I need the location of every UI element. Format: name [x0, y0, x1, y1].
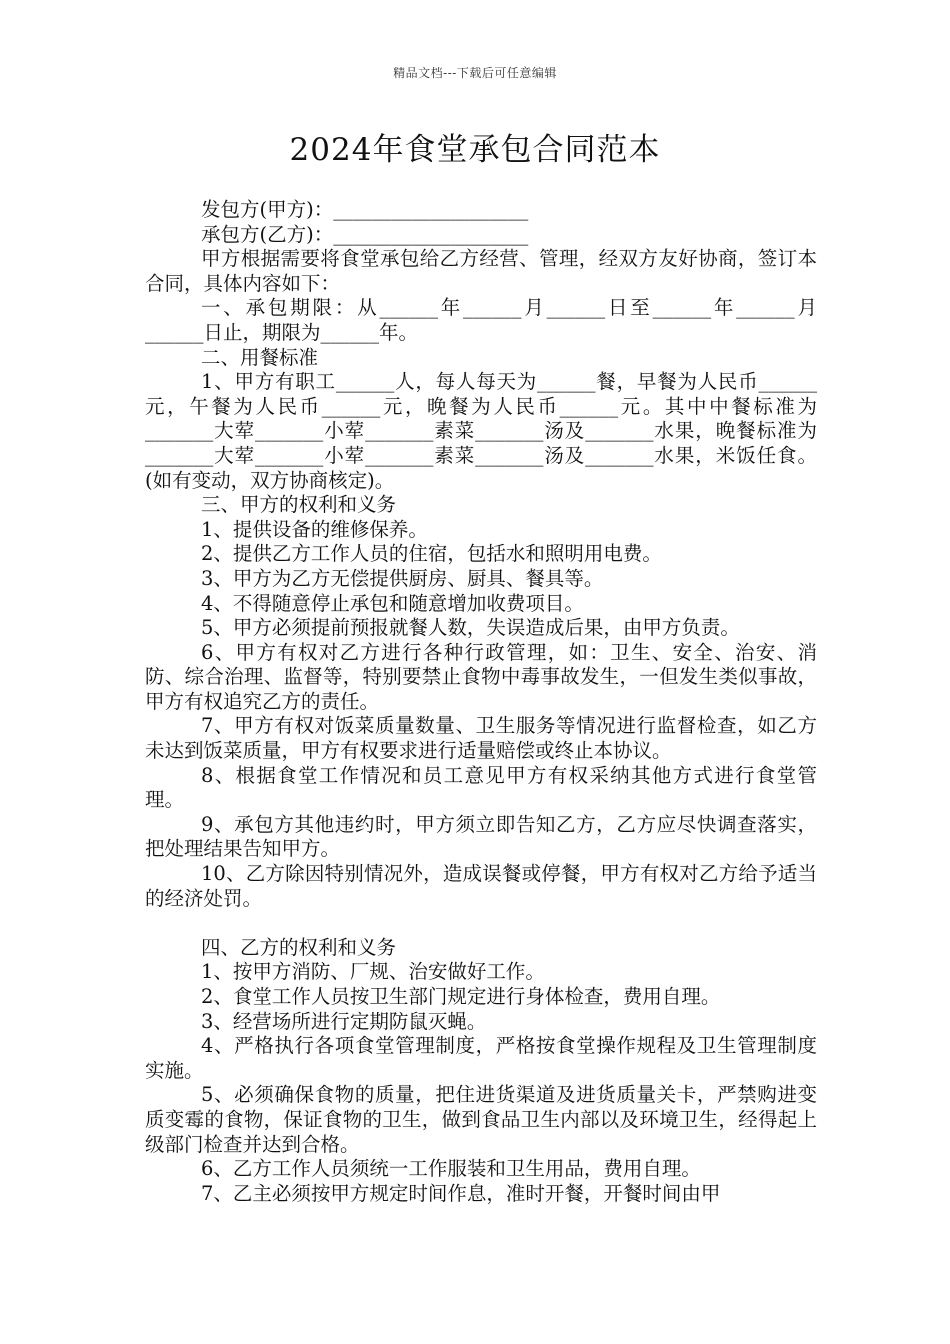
party-b-clause-5: 5、必须确保食物的质量，把住进货渠道及进货质量关卡，严禁购进变质变霉的食物，保证食物的卫生，做到食品卫生内部以及环境卫生，经得起上级部门检查并达到合格。: [145, 1083, 817, 1156]
section-3-heading: 三、甲方的权利和义务: [201, 493, 397, 517]
party-a-clause-10: 10、乙方除因特别情况外，造成误餐或停餐，甲方有权对乙方给予适当的经济处罚。: [145, 862, 817, 910]
party-a-clause-9: 9、承包方其他违约时，甲方须立即告知乙方，乙方应尽快调查落实，把处理结果告知甲方。: [145, 812, 817, 861]
party-a-clause-7: 7、甲方有权对饭菜质量数量、卫生服务等情况进行监督检查，如乙方未达到饭菜质量，甲方有权要求进行适量赔偿或终止本协议。: [145, 714, 817, 763]
section-4-heading: 四、乙方的权利和义务: [201, 935, 397, 959]
party-b-clause-6: 6、乙方工作人员须统一工作服装和卫生用品，费用自理。: [201, 1157, 701, 1181]
blank-line: [145, 911, 817, 936]
party-b-clause-3: 3、经营场所进行定期防鼠灭蝇。: [201, 1009, 487, 1033]
party-a-line: 发包方(甲方)：____________________: [201, 198, 529, 221]
intro-paragraph: 甲方根据需要将食堂承包给乙方经营、管理，经双方友好协商，签订本合同，具体内容如下：: [145, 247, 817, 295]
meal-standard-paragraph: 1、甲方有职工______人，每人每天为______餐，早餐为人民币______元，午餐为人民币______元，晚餐为人民币______元。其中中餐标准为_______大荤_______小荤_______素菜_______汤及_______水果，晚餐标准为_______大荤_______小荤_______素菜_______汤及_______水果，米饭任食。(如有变动，双方协商核定)。: [145, 370, 817, 492]
document-body: [145, 198, 817, 1206]
party-a-clause-6: 6、甲方有权对乙方进行各种行政管理，如：卫生、安全、治安、消防、综合治理、监督等，特别要禁止食物中毒事故发生，一但发生类似事故，甲方有权追究乙方的责任。: [145, 640, 817, 713]
party-b-clause-1: 1、按甲方消防、厂规、治安做好工作。: [201, 960, 545, 984]
party-a-clause-8: 8、根据食堂工作情况和员工意见甲方有权采纳其他方式进行食堂管理。: [145, 763, 817, 812]
party-a-clause-3: 3、甲方为乙方无偿提供厨房、厨具、餐具等。: [201, 566, 604, 590]
party-b-clause-2: 2、食堂工作人员按卫生部门规定进行身体检查，费用自理。: [201, 985, 721, 1008]
section-2-heading: 二、用餐标准: [201, 345, 319, 369]
party-b-line: 承包方(乙方)：____________________: [201, 222, 529, 246]
section-1-term: 一、承包期限：从______年______月______日至______年______月______日止，期限为______年。: [145, 296, 817, 344]
page-header: 精品文档---下载后可任意编辑: [393, 66, 557, 80]
party-a-clause-4: 4、不得随意停止承包和随意增加收费项目。: [201, 591, 584, 615]
document-title: 2024年食堂承包合同范本: [289, 132, 661, 168]
party-b-clause-4: 4、严格执行各项食堂管理制度，严格按食堂操作规程及卫生管理制度实施。: [145, 1034, 817, 1082]
party-a-clause-2: 2、提供乙方工作人员的住宿，包括水和照明用电费。: [201, 542, 662, 566]
party-b-clause-7: 7、乙主必须按甲方规定时间作息，准时开餐，开餐时间由甲: [201, 1181, 721, 1205]
party-a-clause-5: 5、甲方必须提前预报就餐人数，失误造成后果，由甲方负责。: [201, 616, 740, 640]
party-a-clause-1: 1、提供设备的维修保养。: [201, 517, 428, 541]
